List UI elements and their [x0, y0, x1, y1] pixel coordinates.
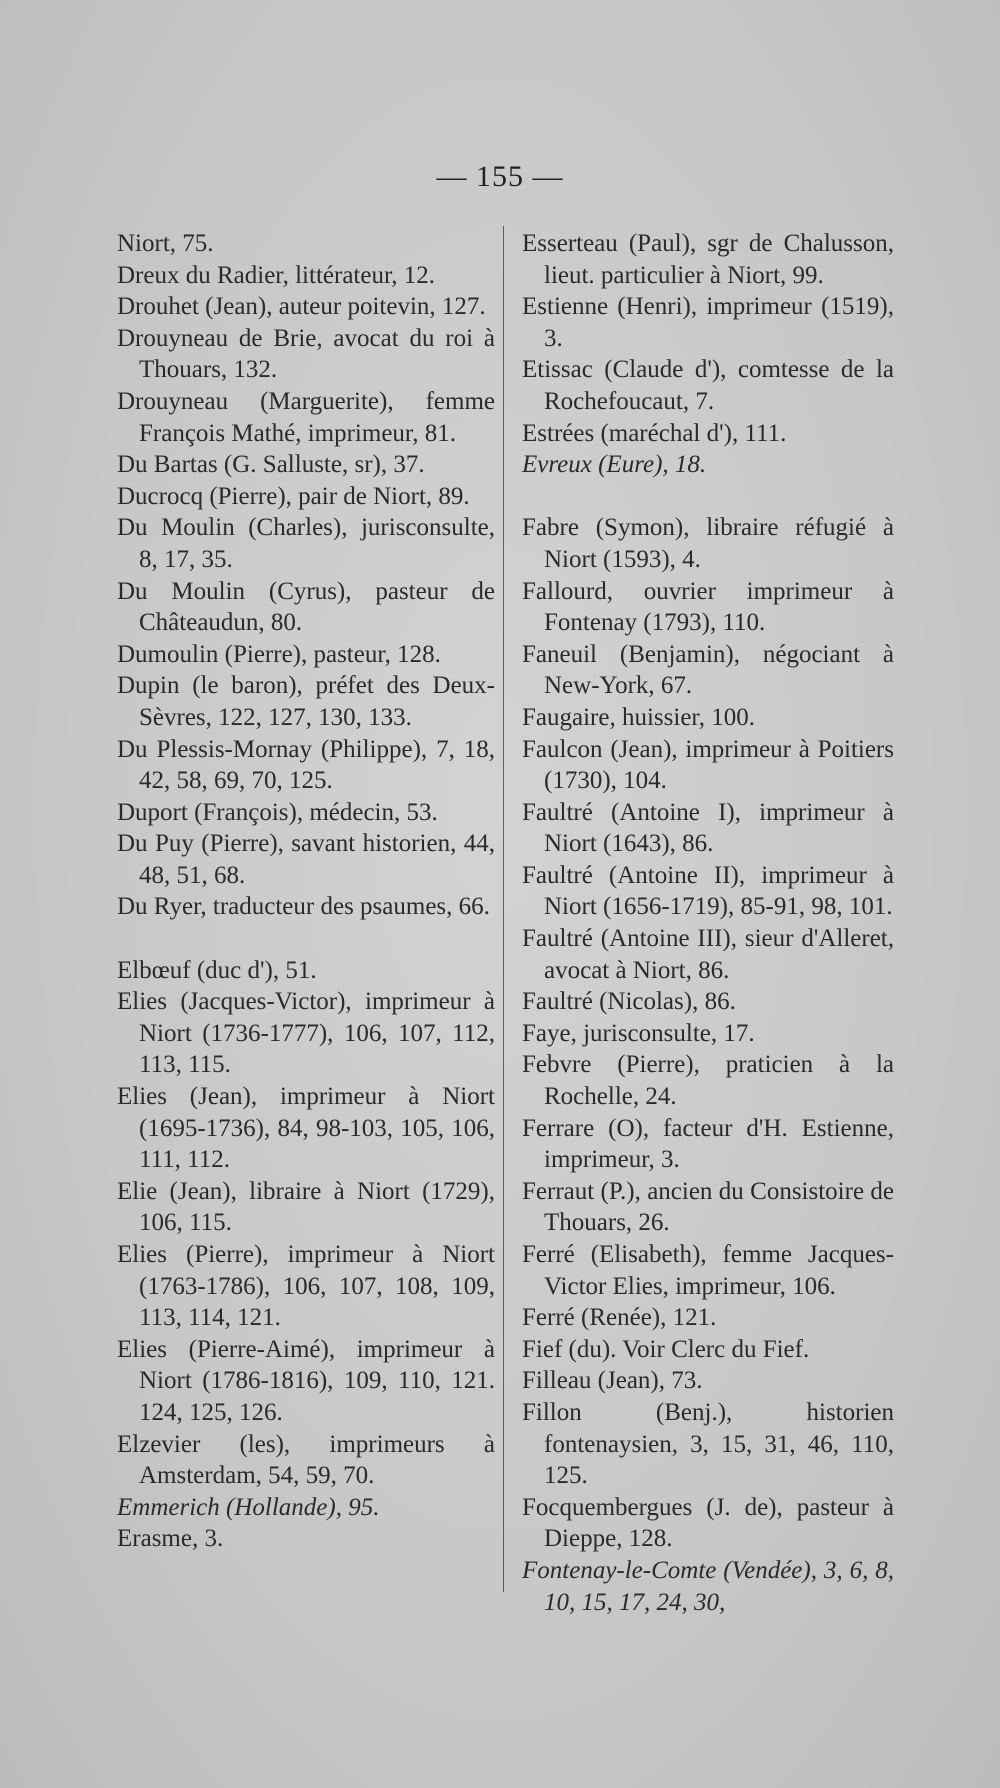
index-entry: Faultré (Nicolas), 86. — [522, 988, 736, 1016]
index-entry: Elzevier (les), imprimeurs à Amsterdam, 54, 59, 70. — [117, 1430, 495, 1490]
index-entry: Dupin (le baron), préfet des Deux-Sèvres, 122, 127, 130, 133. — [117, 672, 495, 731]
index-entry: Focquembergues (J. de), pasteur à Dieppe, 128. — [522, 1493, 894, 1553]
index-entry: Elies (Jacques-Victor), imprimeur à Niort (1736-1777), 106, 107, 112, 113, 115. — [117, 988, 495, 1079]
index-entry: Fabre (Symon), libraire réfugié à Niort (1593), 4. — [522, 514, 894, 573]
index-entry: Du Puy (Pierre), savant historien, 44, 48, 51, 68. — [117, 830, 495, 889]
index-entry: Esserteau (Paul), sgr de Chalusson, lieut. particulier à Niort, 99. — [522, 230, 894, 289]
index-entry: Du Moulin (Charles), jurisconsulte, 8, 17, 35. — [117, 514, 495, 573]
index-entry: Dumoulin (Pierre), pasteur, 128. — [117, 640, 441, 668]
index-entry: Emmerich (Hollande), 95. — [117, 1493, 380, 1521]
index-entry: Faultré (Antoine III), sieur d'Alleret, avocat à Niort, 86. — [522, 925, 894, 984]
index-entry: Du Bartas (G. Salluste, sr), 37. — [117, 451, 425, 479]
section-gap — [117, 923, 495, 955]
index-entry: Drouyneau de Brie, avocat du roi à Thouars, 132. — [117, 324, 495, 384]
index-entry: Etissac (Claude d'), comtesse de la Rochefoucaut, 7. — [522, 356, 894, 415]
index-entry: Fontenay-le-Comte (Vendée), 3, 6, 8, 10, 15, 17, 24, 30, — [522, 1556, 894, 1616]
index-entry: Du Plessis-Mornay (Philippe), 7, 18, 42, 58, 69, 70, 125. — [117, 735, 495, 795]
index-entry: Estienne (Henri), imprimeur (1519), 3. — [522, 293, 894, 352]
index-entry: Elies (Pierre), imprimeur à Niort (1763-1786), 106, 107, 108, 109, 113, 114, 121. — [117, 1241, 495, 1332]
index-entry: Faultré (Antoine II), imprimeur à Niort (1656-1719), 85-91, 98, 101. — [522, 861, 894, 921]
index-column-left — [117, 228, 495, 1555]
section-gap — [522, 481, 894, 513]
index-entry: Drouyneau (Marguerite), femme François Mathé, imprimeur, 81. — [117, 387, 495, 447]
index-entry: Du Moulin (Cyrus), pasteur de Châteaudun, 80. — [117, 577, 495, 637]
index-entry: Drouhet (Jean), auteur poitevin, 127. — [117, 293, 486, 321]
index-entry: Faneuil (Benjamin), négociant à New-York, 67. — [522, 640, 894, 700]
index-entry: Ferré (Elisabeth), femme Jacques-Victor Elies, imprimeur, 106. — [522, 1241, 894, 1300]
index-entry: Ferraut (P.), ancien du Consistoire de Thouars, 26. — [522, 1177, 894, 1237]
index-entry: Niort, 75. — [117, 230, 214, 257]
index-entry: Ferrare (O), facteur d'H. Estienne, imprimeur, 3. — [522, 1114, 894, 1174]
index-entry: Faye, jurisconsulte, 17. — [522, 1019, 755, 1047]
index-entry: Elies (Jean), imprimeur à Niort (1695-1736), 84, 98-103, 105, 106, 111, 112. — [117, 1083, 495, 1174]
index-entry: Ferré (Renée), 121. — [522, 1304, 717, 1332]
index-entry: Dreux du Radier, littérateur, 12. — [117, 261, 436, 289]
index-entry: Faultré (Antoine I), imprimeur à Niort (1643), 86. — [522, 798, 894, 858]
index-entry: Faulcon (Jean), imprimeur à Poitiers (1730), 104. — [522, 735, 894, 795]
page-number: — 155 — — [436, 160, 564, 193]
index-entry: Fallourd, ouvrier imprimeur à Fontenay (1793), 110. — [522, 577, 894, 637]
index-entry: Elie (Jean), libraire à Niort (1729), 106, 115. — [117, 1177, 495, 1237]
index-entry: Faugaire, huissier, 100. — [522, 703, 755, 731]
index-entry: Febvre (Pierre), praticien à la Rochelle, 24. — [522, 1051, 894, 1111]
index-entry: Elies (Pierre-Aimé), imprimeur à Niort (1786-1816), 109, 110, 121. 124, 125, 126. — [117, 1335, 495, 1426]
index-entry: Duport (François), médecin, 53. — [117, 798, 438, 826]
index-entry: Du Ryer, traducteur des psaumes, 66. — [117, 893, 490, 921]
index-entry: Evreux (Eure), 18. — [522, 451, 707, 479]
index-entry: Ducrocq (Pierre), pair de Niort, 89. — [117, 482, 470, 510]
index-column-right — [522, 228, 894, 1618]
index-entry: Fillon (Benj.), historien fontenaysien, 3, 15, 31, 46, 110, 125. — [522, 1398, 894, 1490]
index-entry: Erasme, 3. — [117, 1525, 224, 1553]
column-divider — [503, 226, 504, 1592]
index-entry: Elbœuf (duc d'), 51. — [117, 956, 317, 984]
index-entry: Filleau (Jean), 73. — [522, 1367, 703, 1395]
index-entry: Fief (du). Voir Clerc du Fief. — [522, 1335, 810, 1363]
index-entry: Estrées (maréchal d'), 111. — [522, 419, 787, 447]
